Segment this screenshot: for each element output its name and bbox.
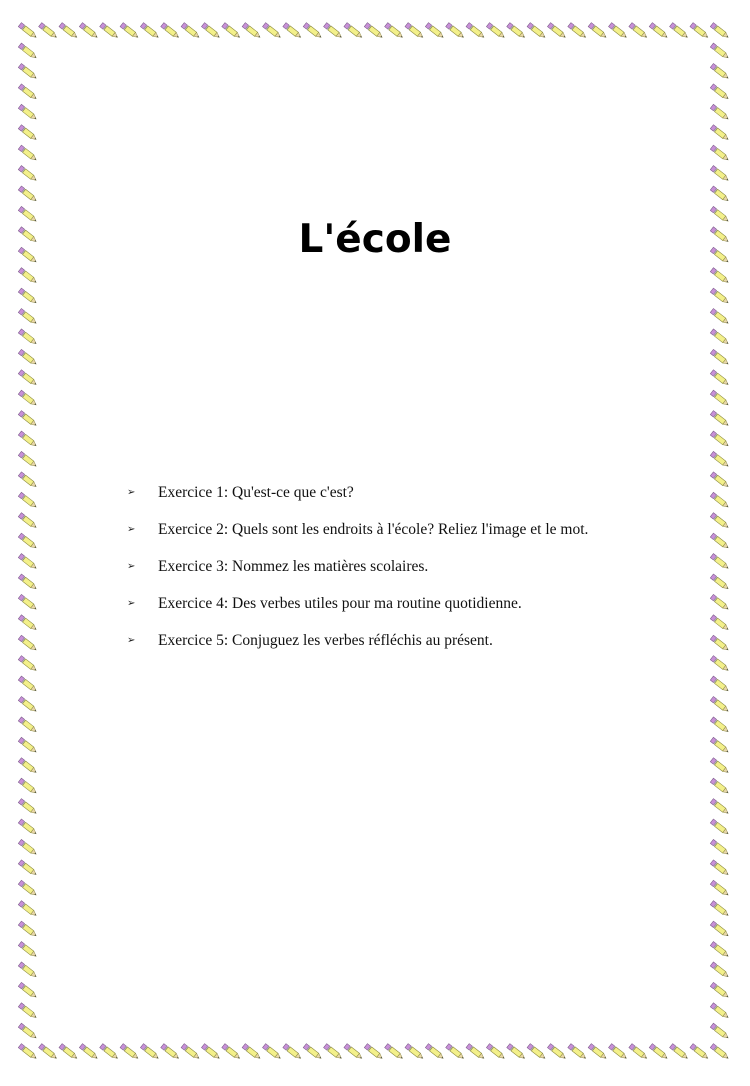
pencil-icon (527, 23, 546, 40)
pencil-icon (344, 1044, 363, 1061)
pencil-icon (18, 492, 37, 509)
pencil-icon (18, 349, 37, 366)
pencil-icon (710, 268, 729, 285)
pencil-icon (303, 23, 322, 40)
pencil-icon (649, 1044, 668, 1061)
pencil-icon (710, 656, 729, 673)
pencil-icon (710, 962, 729, 979)
list-item-text: Exercice 5: Conjuguez les verbes réfléchis au présent. (158, 631, 493, 649)
pencil-icon (670, 23, 689, 40)
pencil-icon (710, 799, 729, 816)
pencil-icon (486, 1044, 505, 1061)
pencil-icon (59, 1044, 78, 1061)
pencil-icon (710, 901, 729, 918)
pencil-icon (120, 1044, 139, 1061)
pencil-icon (18, 431, 37, 448)
pencil-icon (710, 472, 729, 489)
pencil-icon (79, 1044, 98, 1061)
arrowhead-bullet-icon: ➢ (127, 597, 136, 609)
exercise-list (127, 474, 588, 659)
pencil-icon (18, 513, 37, 530)
pencil-icon (18, 860, 37, 877)
pencil-icon (466, 1044, 485, 1061)
pencil-icon (18, 329, 37, 346)
pencil-icon (710, 23, 729, 40)
pencil-icon (201, 23, 220, 40)
pencil-icon (18, 145, 37, 162)
pencil-icon (364, 1044, 383, 1061)
pencil-icon (18, 63, 37, 80)
pencil-icon (100, 1044, 119, 1061)
pencil-icon (18, 615, 37, 632)
pencil-icon (405, 1044, 424, 1061)
pencil-icon (710, 696, 729, 713)
pencil-icon (18, 635, 37, 652)
pencil-icon (283, 1044, 302, 1061)
pencil-icon (710, 982, 729, 999)
pencil-icon (18, 799, 37, 816)
pencil-icon (140, 23, 159, 40)
pencil-icon (201, 1044, 220, 1061)
pencil-icon (222, 1044, 241, 1061)
pencil-icon (710, 63, 729, 80)
pencil-icon (710, 166, 729, 183)
pencil-icon (710, 594, 729, 611)
pencil-icon (425, 1044, 444, 1061)
pencil-icon (710, 737, 729, 754)
pencil-icon (710, 43, 729, 60)
pencil-icon (710, 1044, 729, 1061)
pencil-icon (100, 23, 119, 40)
pencil-icon (18, 84, 37, 101)
pencil-icon (710, 635, 729, 652)
pencil-icon (710, 717, 729, 734)
pencil-icon (710, 819, 729, 836)
pencil-icon (18, 717, 37, 734)
pencil-icon (710, 1003, 729, 1020)
pencil-icon (670, 1044, 689, 1061)
pencil-icon (710, 186, 729, 203)
pencil-icon (710, 778, 729, 795)
pencil-icon (18, 819, 37, 836)
pencil-icon (18, 839, 37, 856)
pencil-icon (18, 1044, 37, 1061)
list-item (127, 622, 588, 659)
pencil-icon (568, 23, 587, 40)
pencil-icon (710, 104, 729, 121)
pencil-icon (18, 125, 37, 142)
pencil-icon (710, 860, 729, 877)
list-item (127, 548, 588, 585)
pencil-icon (710, 309, 729, 326)
pencil-icon (59, 23, 78, 40)
pencil-icon (710, 615, 729, 632)
pencil-icon (547, 23, 566, 40)
list-item (127, 585, 588, 622)
pencil-icon (79, 23, 98, 40)
pencil-icon (710, 1023, 729, 1040)
pencil-icon (303, 1044, 322, 1061)
pencil-icon (18, 186, 37, 203)
pencil-icon (18, 962, 37, 979)
pencil-icon (18, 268, 37, 285)
pencil-icon (710, 676, 729, 693)
pencil-icon (18, 411, 37, 428)
list-item (127, 511, 588, 548)
pencil-icon (181, 1044, 200, 1061)
pencil-icon (710, 513, 729, 530)
pencil-icon (609, 23, 628, 40)
pencil-icon (242, 23, 261, 40)
pencil-icon (18, 390, 37, 407)
list-item-text: Exercice 3: Nommez les matières scolaires. (158, 557, 429, 575)
pencil-icon (263, 23, 282, 40)
pencil-icon (710, 554, 729, 571)
pencil-icon (140, 1044, 159, 1061)
pencil-icon (18, 696, 37, 713)
pencil-icon (710, 880, 729, 897)
pencil-icon (385, 1044, 404, 1061)
pencil-icon (18, 104, 37, 121)
pencil-icon (18, 676, 37, 693)
pencil-icon (18, 880, 37, 897)
pencil-icon (18, 288, 37, 305)
pencil-icon (18, 778, 37, 795)
pencil-icon (18, 554, 37, 571)
pencil-icon (18, 758, 37, 775)
pencil-icon (710, 411, 729, 428)
pencil-icon (18, 942, 37, 959)
pencil-icon (181, 23, 200, 40)
pencil-icon (547, 1044, 566, 1061)
arrowhead-bullet-icon: ➢ (127, 560, 136, 572)
pencil-icon (710, 492, 729, 509)
pencil-icon (18, 574, 37, 591)
pencil-icon (263, 1044, 282, 1061)
pencil-icon (18, 43, 37, 60)
pencil-icon (18, 982, 37, 999)
list-item (127, 474, 588, 511)
pencil-icon (710, 288, 729, 305)
arrowhead-bullet-icon: ➢ (127, 486, 136, 498)
pencil-icon (324, 1044, 343, 1061)
pencil-icon (527, 1044, 546, 1061)
pencil-icon (344, 23, 363, 40)
list-item-text: Exercice 2: Quels sont les endroits à l'école? Reliez l'image et le mot. (158, 520, 589, 538)
pencil-icon (507, 23, 526, 40)
pencil-icon (710, 349, 729, 366)
pencil-icon (39, 23, 58, 40)
pencil-icon (710, 431, 729, 448)
page-title: L'école (298, 217, 452, 262)
pencil-icon (161, 23, 180, 40)
pencil-icon (690, 23, 709, 40)
pencil-icon (18, 23, 37, 40)
pencil-icon (18, 309, 37, 326)
pencil-icon (710, 370, 729, 387)
pencil-icon (385, 23, 404, 40)
pencil-icon (710, 329, 729, 346)
pencil-icon (609, 1044, 628, 1061)
pencil-icon (588, 1044, 607, 1061)
pencil-icon (18, 533, 37, 550)
pencil-icon (486, 23, 505, 40)
pencil-icon (18, 1003, 37, 1020)
pencil-icon (18, 737, 37, 754)
pencil-icon (161, 1044, 180, 1061)
pencil-icon (242, 1044, 261, 1061)
pencil-icon (18, 656, 37, 673)
pencil-icon (629, 23, 648, 40)
pencil-icon (120, 23, 139, 40)
list-item-text: Exercice 1: Qu'est-ce que c'est? (158, 483, 354, 501)
pencil-icon (710, 390, 729, 407)
pencil-icon (710, 451, 729, 468)
pencil-icon (710, 145, 729, 162)
pencil-icon (649, 23, 668, 40)
pencil-icon (507, 1044, 526, 1061)
pencil-icon (446, 23, 465, 40)
pencil-icon (283, 23, 302, 40)
pencil-icon (710, 533, 729, 550)
pencil-icon (18, 921, 37, 938)
pencil-icon (18, 370, 37, 387)
pencil-icon (710, 942, 729, 959)
pencil-icon (446, 1044, 465, 1061)
pencil-icon (18, 594, 37, 611)
arrowhead-bullet-icon: ➢ (127, 523, 136, 535)
pencil-icon (629, 1044, 648, 1061)
pencil-icon (710, 758, 729, 775)
pencil-icon (18, 451, 37, 468)
pencil-icon (710, 125, 729, 142)
pencil-icon (568, 1044, 587, 1061)
pencil-icon (18, 901, 37, 918)
pencil-icon (690, 1044, 709, 1061)
arrowhead-bullet-icon: ➢ (127, 634, 136, 646)
pencil-icon (710, 921, 729, 938)
pencil-icon (222, 23, 241, 40)
pencil-icon (18, 1023, 37, 1040)
pencil-icon (588, 23, 607, 40)
pencil-icon (18, 472, 37, 489)
pencil-icon (18, 166, 37, 183)
list-item-text: Exercice 4: Des verbes utiles pour ma routine quotidienne. (158, 594, 522, 612)
pencil-icon (39, 1044, 58, 1061)
pencil-icon (425, 23, 444, 40)
pencil-icon (405, 23, 424, 40)
pencil-icon (466, 23, 485, 40)
pencil-icon (710, 84, 729, 101)
pencil-icon (710, 839, 729, 856)
pencil-icon (324, 23, 343, 40)
pencil-icon (710, 574, 729, 591)
pencil-icon (364, 23, 383, 40)
